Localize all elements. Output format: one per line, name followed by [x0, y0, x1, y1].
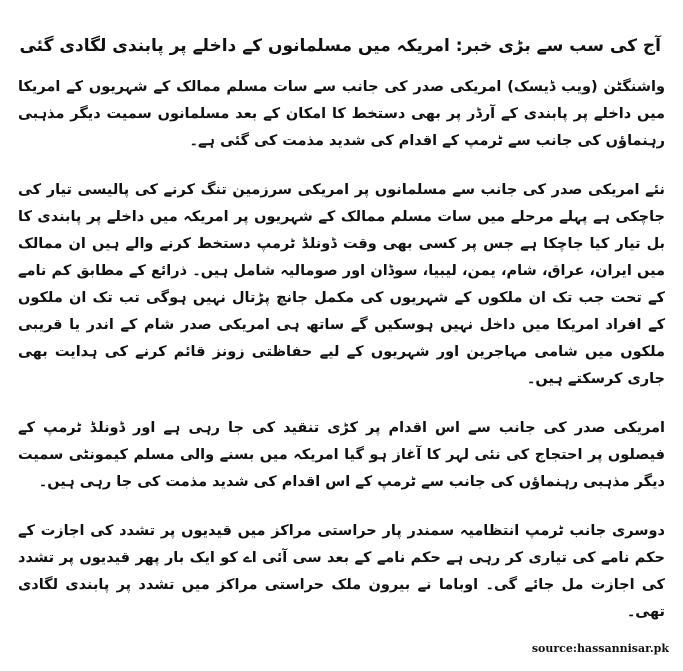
article-paragraph-4: دوسری جانب ٹرمپ انتظامیہ سمندر پار حراستی مراکز میں قیدیوں پر تشدد کی اجازت کے حکم نامے کی تیاری کر رہی ہے حکم نامے کے بعد سی آئی اے کو ایک بار پھر قیدیوں پر تشدد کی اجازت مل جائے گی۔ اوباما نے بیرون ملک حراستی مراکز میں تشدد پر پابندی لگادی تھی۔ [18, 523, 665, 620]
article-paragraph-3: امریکی صدر کی جانب سے اس اقدام پر کڑی تنقید کی جا رہی ہے اور ڈونلڈ ٹرمپ کے فیصلوں پر احتجاج کی نئی لہر کا آغاز ہو گیا امریکہ میں بسنے والی مسلم کیمونٹی سمیت دیگر مذہبی رہنماؤں کی جانب سے ٹرمپ کے اس اقدام کی شدید مذمت کی جا رہی ہیں۔ [18, 420, 665, 490]
source-credit: source:hassannisar.pk [531, 642, 669, 655]
article-headline: آج کی سب سے بڑی خبر: امریکہ میں مسلمانوں کے داخلے پر پابندی لگادی گئی [19, 36, 661, 56]
article-paragraph-1: واشنگٹن (ویب ڈیسک) امریکی صدر کی جانب سے سات مسلم ممالک کے شہریوں کے امریکا میں داخلے پر پابندی کے آرڈر پر بھی دستخط کا امکان کے بعد مسلمانوں سمیت دیگر مذہبی رہنماؤں کی جانب سے ٹرمپ کے اقدام کی شدید مذمت کی گئی ہے۔ [18, 79, 665, 149]
article-paragraph-2: نئے امریکی صدر کی جانب سے مسلمانوں پر امریکی سرزمین تنگ کرنے کی پالیسی تیار کی جاچکی ہے پہلے مرحلے میں سات مسلم ممالک کے شہریوں پر امریکہ میں داخلے پر پابندی کا بل تیار کیا جاچکا ہے جس پر کسی بھی وقت ڈونلڈ ٹرمپ دستخط کرنے والے ہیں ان ممالک میں ایران، عراق، شام، یمن، لیبیا، سوڈان اور صومالیہ شامل ہیں۔ ذرائع کے مطابق کم نامے کے تحت جب تک ان ملکوں کے شہریوں کی مکمل جانچ پڑتال نہیں ہوگی تب تک ان ملکوں کے افراد امریکا میں داخل نہیں ہوسکیں گے ساتھ ہی امریکی صدر شام کے اندر یا قریبی ملکوں میں شامی مہاجرین اور شہریوں کے لیے حفاظتی زونز قائم کرنے کی ہدایت بھی جاری کرسکتے ہیں۔ [18, 182, 665, 387]
